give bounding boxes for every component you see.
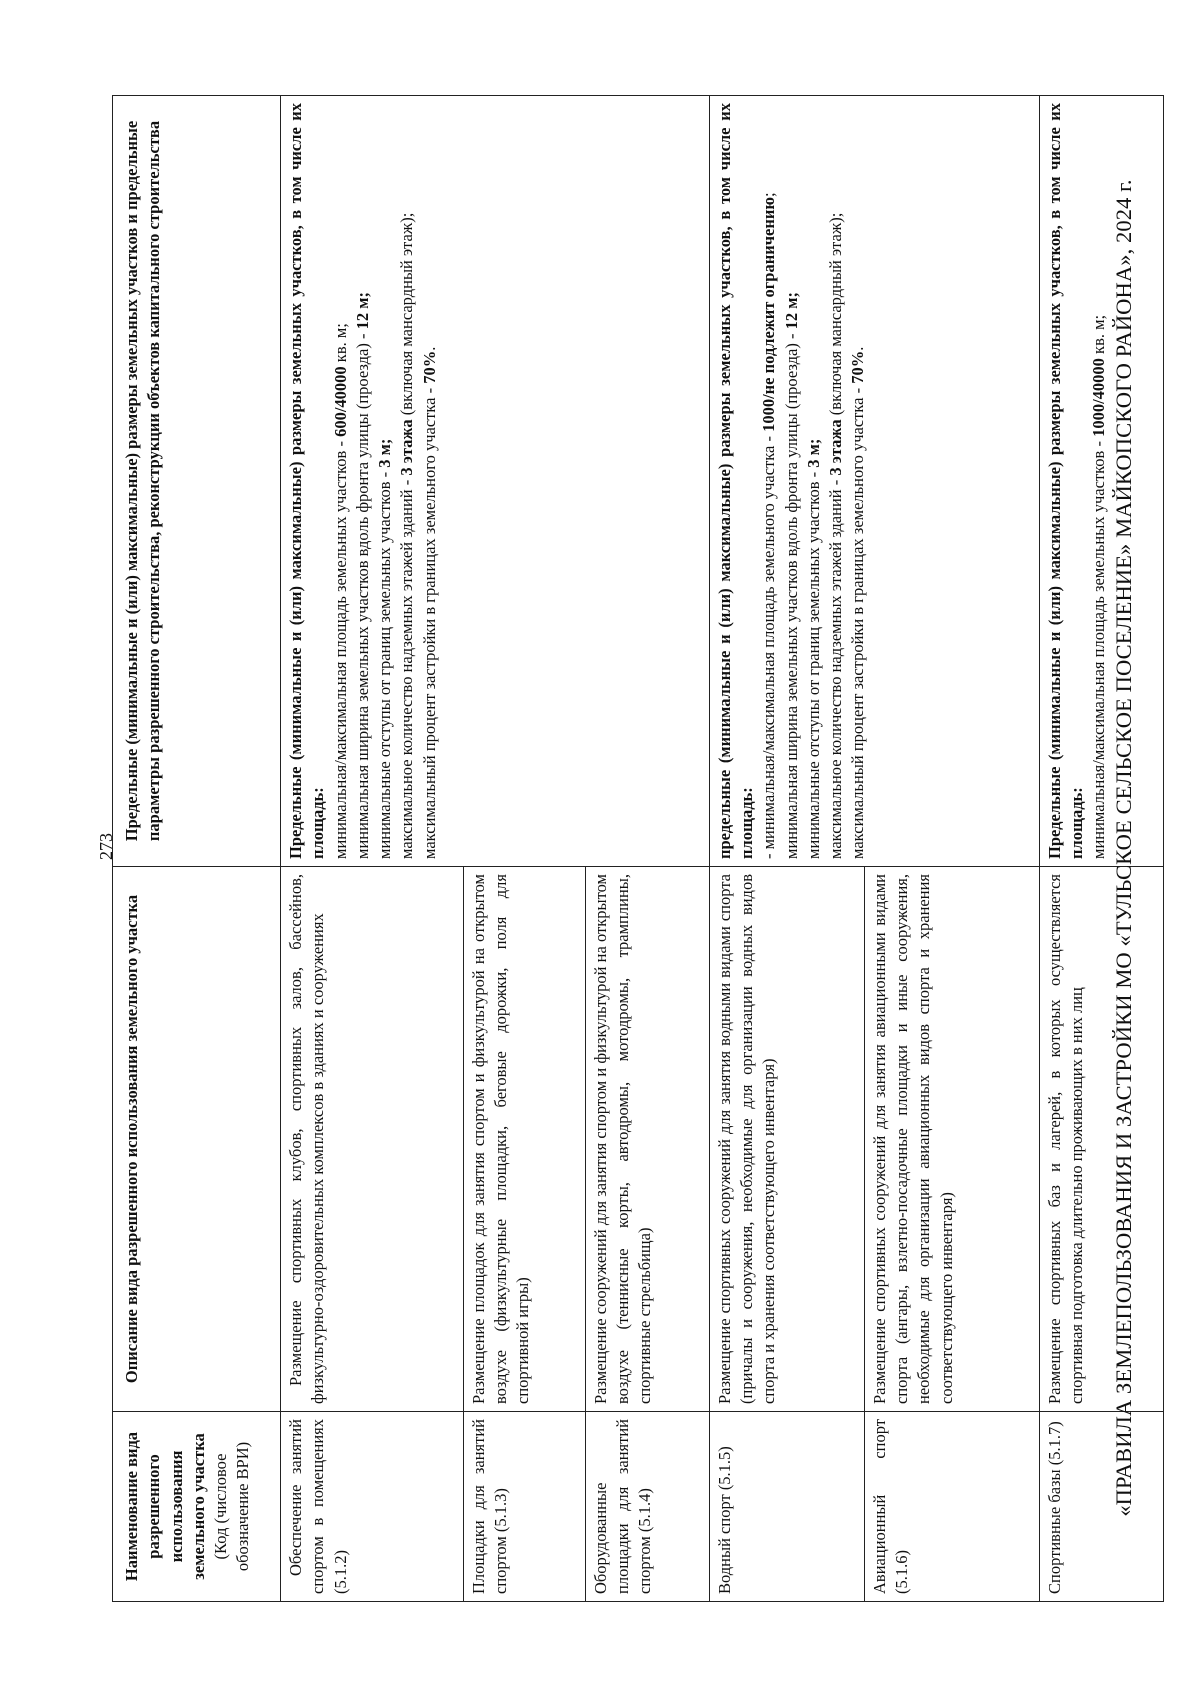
row-name: Авиационный спорт (5.1.6) — [864, 1412, 1039, 1602]
row-description: Размещение спортивных сооружений для занятия водными видами спорта (причалы и сооружения, необходимые для организации водных видов спорта и хранения соответствующего инвентаря) — [709, 867, 864, 1412]
row-params: Предельные (минимальные и (или) максимальные) размеры земельных участков, в том числе их площадь: минимальная/максимальная площадь земельных участков - 600/40000 кв. м; минимальная ширина земельных участков вдоль фронта улицы (проезда) - 12 м; минимальные отступы от границ земельных участков - 3 м; максимальное количество надземных этажей зданий - 3 этажа (включая мансардный этаж); максимальный процент застройки в границах земельного участка - 70%. — [281, 96, 710, 867]
page-number: 273 — [95, 832, 116, 860]
row-name: Водный спорт (5.1.5) — [709, 1412, 864, 1602]
row-params: предельные (минимальные и (или) максимальные) размеры земельных участков, в том числе их площадь: - минимальная/максимальная площадь земельного участка - 1000/не подлежит ограничению; минимальная ширина земельных участков вдоль фронта улицы (проезда) - 12 м; минимальные отступы от границ земельных участков - 3 м; максимальное количество надземных этажей зданий - 3 этажа (включая мансардный этаж); максимальный процент застройки в границах земельного участка - 70%. — [709, 96, 1039, 867]
row-description: Размещение спортивных баз и лагерей, в которых осуществляется спортивная подготовка длительно проживающих в них лиц — [1039, 867, 1163, 1412]
row-description: Размещение сооружений для занятия спортом и физкультурой на открытом воздухе (теннисные корты, автодромы, мотодромы, трамплины, спортивные стрельбища) — [585, 867, 709, 1412]
table-row — [709, 96, 864, 1602]
footer-title: «ПРАВИЛА ЗЕМЛЕПОЛЬЗОВАНИЯ И ЗАСТРОЙКИ МО «ТУЛЬСКОЕ СЕЛЬСКОЕ ПОСЕЛЕНИЕ» МАЙКОПСКОГО РАЙОНА», 2024 г. — [1111, 179, 1136, 1517]
table-row — [281, 96, 464, 1602]
header-params: Предельные (минимальные и (или) максимальные) размеры земельных участков и предельные параметры разрешенного строительства, реконструкции объектов капитального строительства — [113, 96, 281, 867]
row-name: Обеспечение занятий спортом в помещениях (5.1.2) — [281, 1412, 464, 1602]
row-description: Размещение площадок для занятия спортом и физкультурой на открытом воздухе (физкультурные площадки, беговые дорожки, поля для спортивной игры) — [463, 867, 585, 1412]
header-name: Наименование вида разрешенного использования земельного участка (Код (числовое обозначение ВРИ) — [113, 1412, 281, 1602]
land-use-table — [112, 95, 1164, 1602]
rotated-table-block — [112, 96, 1164, 1602]
row-description: Размещение спортивных сооружений для занятия авиационными видами спорта (ангары, взлетно-посадочные площадки и иные сооружения, необходимые для организации авиационных видов спорта и хранения соответствующего инвентаря) — [864, 867, 1039, 1412]
header-description: Описание вида разрешенного использования земельного участка — [113, 867, 281, 1412]
table-header-row — [113, 96, 281, 1602]
row-description: Размещение спортивных клубов, спортивных залов, бассейнов, физкультурно-оздоровительных комплексов в зданиях и сооружениях — [281, 867, 464, 1412]
row-name: Оборудованные площадки для занятий спортом (5.1.4) — [585, 1412, 709, 1602]
row-name: Площадки для занятий спортом (5.1.3) — [463, 1412, 585, 1602]
table-row — [1039, 96, 1163, 1602]
row-name: Спортивные базы (5.1.7) — [1039, 1412, 1163, 1602]
row-params: Предельные (минимальные и (или) максимальные) размеры земельных участков, в том числе их площадь: минимальная/максимальная площадь земельных участков - 1000/40000 кв. м; — [1039, 96, 1163, 867]
